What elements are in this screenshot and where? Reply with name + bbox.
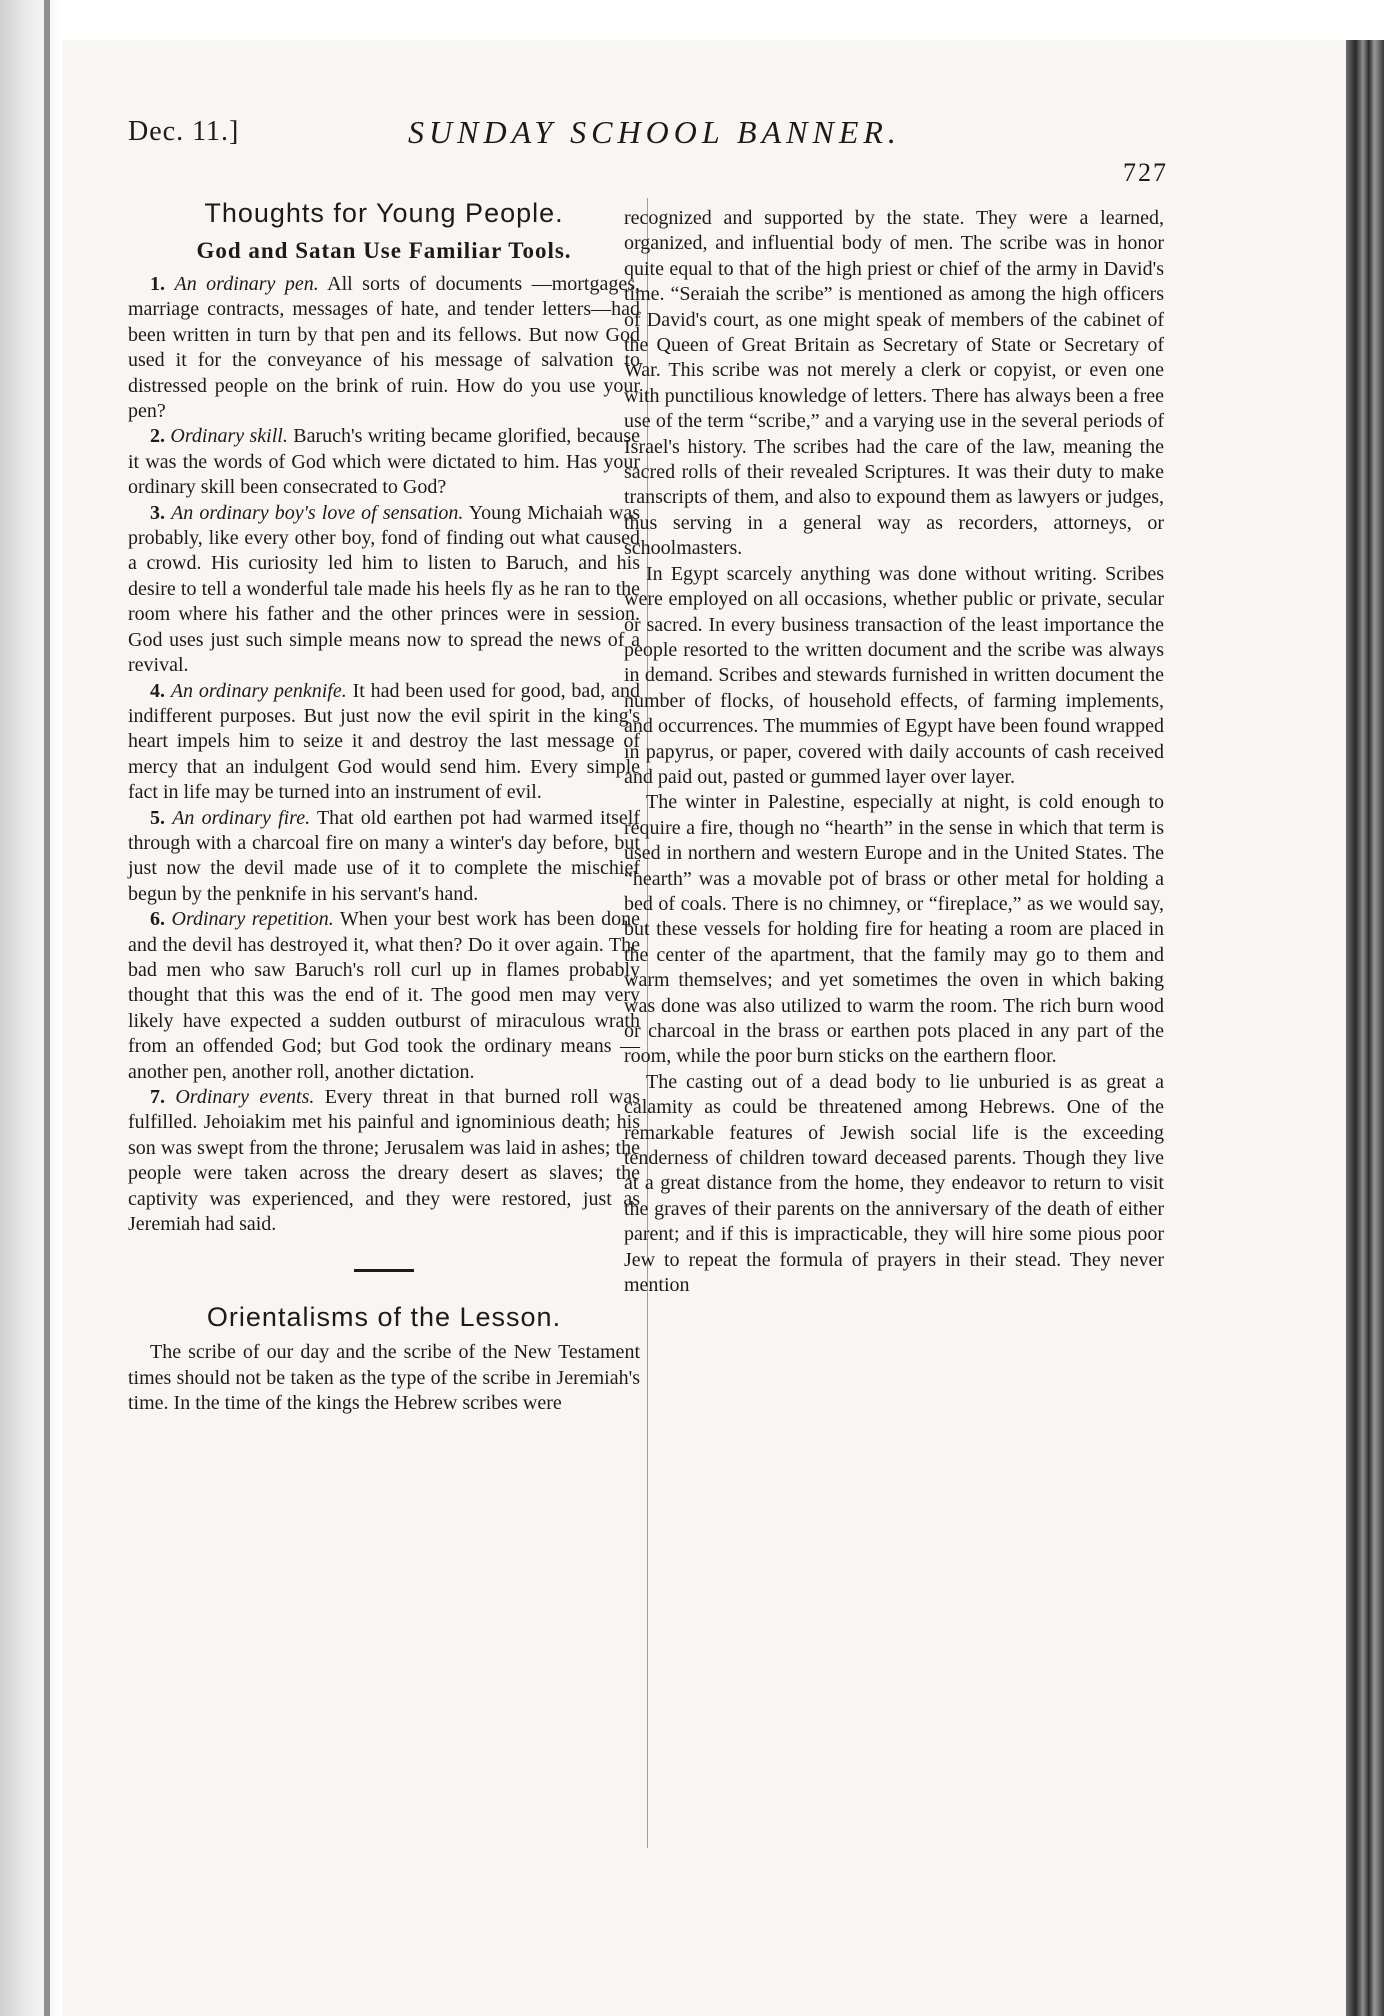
item-lead: An ordinary pen. [174, 273, 319, 295]
section-subtitle: God and Satan Use Familiar Tools. [196, 238, 572, 263]
item-text: When your best work has been done and the devil has destroyed it, what then? Do it over again. The bad men who saw Baruch's roll curl up in flames probably thought that this was the end of it. The good men may very likely have expected a sudden outburst of miraculous wrath from an offended God; but God took the ordinary means —another pen, another roll, another dictation. [128, 908, 640, 1083]
item-paragraph [128, 501, 640, 679]
item-text: It had been used for good, bad, and indifferent purposes. But just now the evil spirit in the king's heart impels him to seize it and destroy the last message of mercy that an indulgent God would send him. Every simple fact in life may be turned into an instrument of evil. [128, 679, 640, 804]
item-lead: Ordinary events. [175, 1086, 315, 1108]
item-paragraph [128, 679, 640, 806]
item-text: Young Michaiah was probably, like every other boy, fond of finding out what caused a crowd. His curiosity led him to listen to Baruch, and his desire to tell a wonderful tale made his heels fly as he ran to the room where his father and the other princes were in session. God uses just such simple means now to spread the news of a revival. [128, 501, 640, 677]
item-text: Every threat in that burned roll was fulfilled. Jehoiakim met his painful and ignominious death; his son was swept from the throne; Jerusalem was laid in ashes; the people were taken across the dreary desert as slaves; the captivity was experienced, and they were restored, just as Jeremiah had said. [128, 1086, 640, 1236]
page-number: 727 [1123, 158, 1168, 187]
item-lead: Ordinary repetition. [171, 908, 334, 931]
binding-shadow [0, 0, 62, 2016]
body-paragraph: The winter in Palestine, especially at night, is cold enough to require a fire, though no “hearth” in the sense in which that term is used in northern and western Europe and in the United States. The “hearth” was a movable pot of brass or other metal for holding a bed of coals. There is no chimney, or “fireplace,” as we would say, but these vessels for holding fire for heating a room are placed in the center of the apartment, that the family may go to them and warm themselves; and yet sometimes the oven in which baking was done was also utilized to warm the room. The rich burn wood or charcoal in the brass or earthen pots placed in any part of the room, while the poor burn sticks on the earthern floor. [624, 791, 1164, 1068]
item-paragraph [128, 907, 640, 1085]
item-lead: An ordinary boy's love of sensation. [171, 501, 464, 524]
page-edges [1346, 40, 1384, 2016]
section-rule [354, 1269, 414, 1272]
item-paragraph [128, 424, 640, 500]
binding-line [44, 0, 50, 2016]
header-title: SUNDAY SCHOOL BANNER. [408, 114, 901, 150]
item-number: 4. [150, 679, 165, 702]
item-text: That old earthen pot had warmed itself through with a charcoal fire on many a winter's day before, but just now the devil made use of it to complete the mischief begun by the penknife in his servant's hand. [128, 806, 641, 905]
item-paragraph [128, 272, 640, 424]
item-number: 2. [150, 425, 165, 448]
section-title-orientalisms: Orientalisms of the Lesson. [206, 1302, 562, 1333]
item-lead: An ordinary fire. [172, 806, 311, 829]
body-paragraph: In Egypt scarcely anything was done without writing. Scribes were employed on all occasions, whether public or private, secular or sacred. In every business transaction of the least importance the people resorted to the written document and the scribe was always in demand. Scribes and stewards furnished in written document the number of flocks, of household effects, of farming implements, and occurrences. The mummies of Egypt have been found wrapped in papyrus, or paper, covered with daily accounts of cash received and paid out, pasted or gummed layer over layer. [624, 562, 1164, 788]
header-date: Dec. 11.] [128, 116, 240, 147]
item-number: 7. [150, 1086, 165, 1108]
item-lead: Ordinary skill. [170, 425, 288, 448]
item-number: 3. [150, 501, 165, 524]
body-paragraph: The casting out of a dead body to lie unburied is as great a calamity as could be threatened among Hebrews. One of the remarkable features of Jewish social life is the exceeding tenderness of children toward deceased parents. Though they live at a great distance from the home, they endeavor to return to visit the graves of their parents on the anniversary of the death of either parent; and if this is impracticable, they will hire some pious poor Jew to repeat the formula of prayers in their stead. They never mention [624, 1070, 1164, 1297]
body-paragraph: recognized and supported by the state. They were a learned, organized, and influential body of men. The scribe was in honor quite equal to that of the high priest or chief of the army in David's time. “Seraiah the scribe” is mentioned as among the high officers of David's court, as one might speak of members of the cabinet of the Queen of Great Britain as Secretary of State or Secretary of War. This scribe was not merely a clerk or copyist, or even one with punctilious knowledge of letters. There has always been a free use of the term “scribe,” and a varying use in the several periods of Israel's history. The scribes had the care of the law, meaning the sacred rolls of their revealed Scriptures. It was their duty to make transcripts of them, and also to expound them as lawyers or judges, thus serving in a general way as recorders, attorneys, or schoolmasters. [624, 207, 1164, 560]
left-column [128, 196, 640, 1417]
item-paragraph [128, 1085, 640, 1237]
item-text: All sorts of documents —mortgages, marriage contracts, messages of hate, and tender letters—had been written in turn by that pen and its fellows. But now God used it for the conveyance of his message of salvation to distressed people on the brink of ruin. How do you use your pen? [128, 273, 641, 423]
section-title-thoughts: Thoughts for Young People. [204, 198, 564, 228]
body-paragraph: The scribe of our day and the scribe of the New Testament times should not be taken as the type of the scribe in Jeremiah's time. In the time of the kings the Hebrew scribes were [128, 1341, 640, 1415]
running-header [128, 112, 1168, 187]
item-number: 5. [150, 806, 165, 829]
right-column [624, 206, 1164, 1298]
item-number: 1. [150, 273, 165, 295]
item-text: Baruch's writing became glorified, because it was the words of God which were dictated to him. Has your ordinary skill been consecrated to God? [128, 425, 641, 499]
item-number: 6. [150, 908, 165, 931]
item-lead: An ordinary penknife. [170, 679, 347, 702]
item-paragraph [128, 806, 640, 908]
